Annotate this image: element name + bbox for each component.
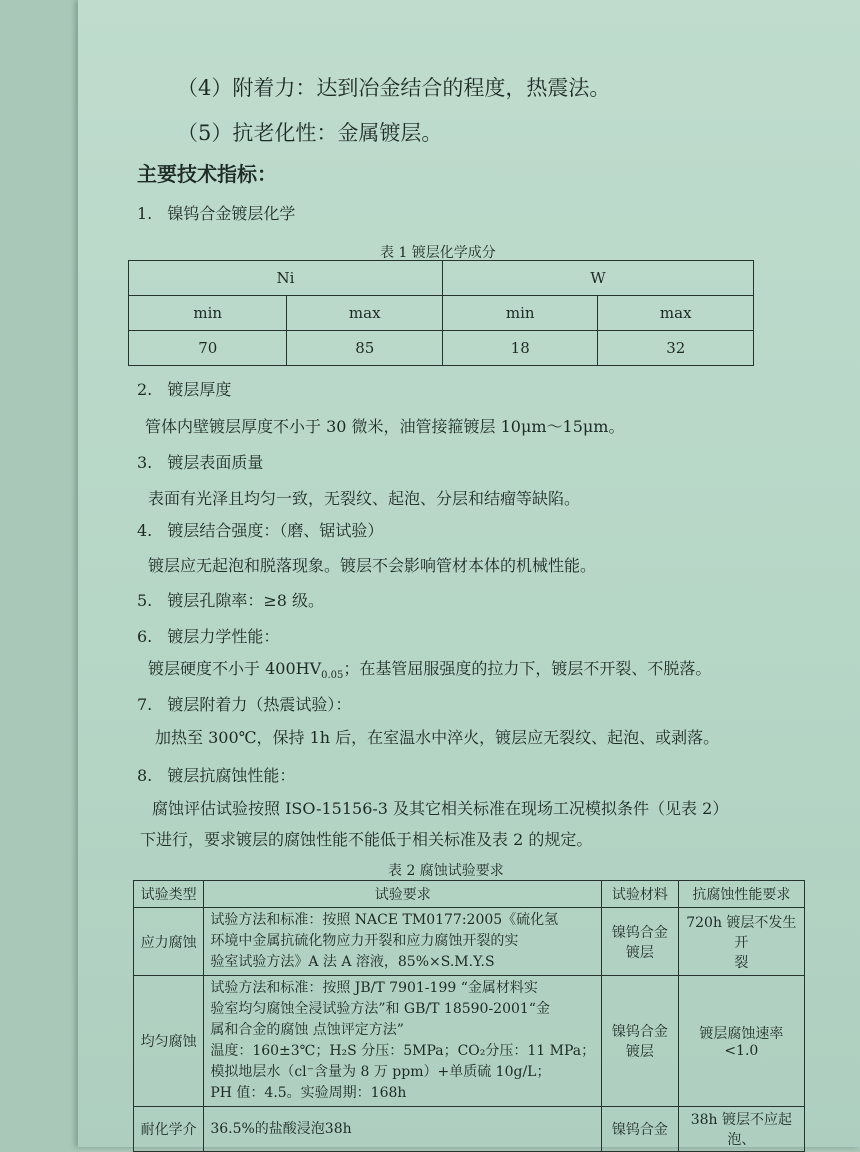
spec-3-number: 3. [137, 453, 153, 472]
table1-ni-max-value: 85 [287, 331, 443, 366]
table2-caption: 表 2 腐蚀试验要求 [388, 863, 504, 879]
spec-7-title: 镀层附着力（热震试验）： [167, 695, 352, 714]
spec-7-heading [137, 692, 351, 715]
material-line: 镍钨合金 [611, 1024, 668, 1040]
requirement-line: 验室均匀腐蚀全浸试验方法”和 GB/T 18590-2001“金 [210, 1001, 550, 1017]
table2-performance-cell: 镀层腐蚀速率<1.0 [678, 976, 804, 1107]
spec-2-heading [137, 377, 231, 400]
table2-header-requirement: 试验要求 [204, 881, 602, 908]
table2-performance-cell: 38h 镀层不应起泡、 [678, 1107, 804, 1152]
table2-material-cell: 镍钨合金 [602, 1107, 679, 1152]
table2-performance-cell [678, 908, 804, 976]
spec-6-heading [137, 624, 279, 647]
requirement-line: PH 值：4.5。实验周期：168h [210, 1085, 407, 1101]
table1-value-row [129, 331, 754, 366]
spec-2-number: 2. [137, 380, 153, 399]
table2-header-performance: 抗腐蚀性能要求 [678, 881, 804, 908]
spec-2-title: 镀层厚度 [167, 380, 232, 399]
table1-group-ni: Ni [129, 261, 443, 296]
section-title: 主要技术指标： [137, 162, 277, 186]
table1-w-max-value: 32 [598, 331, 754, 366]
requirement-line: 验室试验方法》A 法 A 溶液，85%×S.M.Y.S [210, 954, 495, 970]
table1-caption: 表 1 镀层化学成分 [380, 245, 496, 261]
spec-7-body: 加热至 300℃，保持 1h 后，在室温水中淬火，镀层应无裂纹、起泡、或剥落。 [155, 728, 720, 747]
requirement-line: 模拟地层水（cl⁻含量为 8 万 ppm）+单质硫 10g/L； [210, 1064, 551, 1080]
table1-w-min-value: 18 [442, 331, 597, 366]
table-row [134, 1107, 805, 1152]
spec-6-body [148, 656, 711, 681]
spec-8-body-line-2: 下进行，要求镀层的腐蚀性能不能低于相关标准及表 2 的规定。 [140, 830, 593, 849]
table2-type-cell: 均匀腐蚀 [134, 976, 204, 1107]
table1-group-w: W [442, 261, 753, 296]
requirement-line: 环境中金属抗硫化物应力开裂和应力腐蚀开裂的实 [210, 933, 519, 949]
spec-8-number: 8. [137, 766, 153, 785]
spec-3-title: 镀层表面质量 [167, 453, 264, 472]
spec-7-number: 7. [137, 695, 153, 714]
table1-w-min-header: min [442, 296, 597, 331]
spec-6-title: 镀层力学性能： [167, 627, 280, 646]
table2-type-cell: 耐化学介 [134, 1107, 204, 1152]
table-row [134, 908, 805, 976]
material-line: 镀层 [625, 1044, 654, 1060]
intro-item-5: （5）抗老化性：金属镀层。 [177, 121, 443, 145]
table1-ni-max-header: max [287, 296, 443, 331]
spec-5-heading [137, 588, 324, 611]
material-line: 镍钨合金 [611, 924, 668, 941]
table1-subheader-row [129, 296, 754, 331]
table1-ni-min-header: min [129, 296, 287, 331]
requirement-line: 温度：160±3℃；H₂S 分压：5MPa；CO₂分压：11 MPa； [210, 1043, 596, 1059]
spec-6-body-pre: 镀层硬度不小于 400HV [148, 659, 322, 678]
table2-requirement-cell: 36.5%的盐酸浸泡38h [204, 1107, 602, 1152]
table2-corrosion [133, 880, 805, 1152]
table1-w-max-header: max [598, 296, 754, 331]
table1-chemistry [128, 260, 754, 366]
material-line: 镀层 [625, 944, 654, 961]
table2-header-row [134, 881, 805, 908]
performance-line: 720h 镀层不发生开 [686, 914, 797, 951]
table2-requirement-cell [204, 976, 602, 1107]
spec-4-body: 镀层应无起泡和脱落现象。镀层不会影响管材本体的机械性能。 [148, 556, 597, 575]
spec-1-heading [137, 201, 295, 224]
requirement-line: 试验方法和标准：按照 JB/T 7901-199 “金属材料实 [210, 980, 538, 996]
table2-type-cell: 应力腐蚀 [134, 908, 204, 976]
spec-4-number: 4. [137, 521, 153, 540]
table2-requirement-cell [204, 908, 602, 976]
requirement-line: 属和合金的腐蚀 点蚀评定方法” [210, 1022, 404, 1038]
spec-4-heading [137, 518, 383, 541]
spec-8-heading [137, 763, 295, 786]
requirement-line: 试验方法和标准：按照 NACE TM0177:2005《硫化氢 [210, 912, 559, 928]
spec-2-body: 管体内壁镀层厚度不小于 30 微米，油管接箍镀层 10μm～15μm。 [145, 417, 625, 436]
table2-header-material: 试验材料 [602, 881, 679, 908]
spec-4-title: 镀层结合强度：（磨、锯试验） [167, 521, 384, 540]
table2-material-cell [602, 908, 679, 976]
table1-group-row [129, 261, 754, 296]
spec-8-body-line-1: 腐蚀评估试验按照 ISO-15156-3 及其它相关标准在现场工况模拟条件（见表 2） [152, 799, 729, 818]
spec-6-body-sub: 0.05 [321, 670, 344, 682]
spec-5-number: 5. [137, 591, 153, 610]
spec-6-body-post: ；在基管屈服强度的拉力下，镀层不开裂、不脱落。 [343, 659, 712, 678]
spec-1-title: 镍钨合金镀层化学 [167, 204, 296, 223]
spec-5-title: 镀层孔隙率：≥8 级。 [167, 591, 325, 610]
spec-3-heading [137, 450, 263, 473]
intro-item-4: （4）附着力：达到冶金结合的程度，热震法。 [177, 76, 611, 100]
performance-line: 裂 [734, 954, 749, 971]
table2-material-cell [602, 976, 679, 1107]
table1-ni-min-value: 70 [129, 331, 287, 366]
spec-8-title: 镀层抗腐蚀性能： [167, 766, 296, 785]
table-row [134, 976, 805, 1107]
spec-1-number: 1. [137, 204, 153, 223]
table2-header-type: 试验类型 [134, 881, 204, 908]
spec-6-number: 6. [137, 627, 153, 646]
spec-3-body: 表面有光泽且均匀一致，无裂纹、起泡、分层和结瘤等缺陷。 [148, 489, 581, 508]
